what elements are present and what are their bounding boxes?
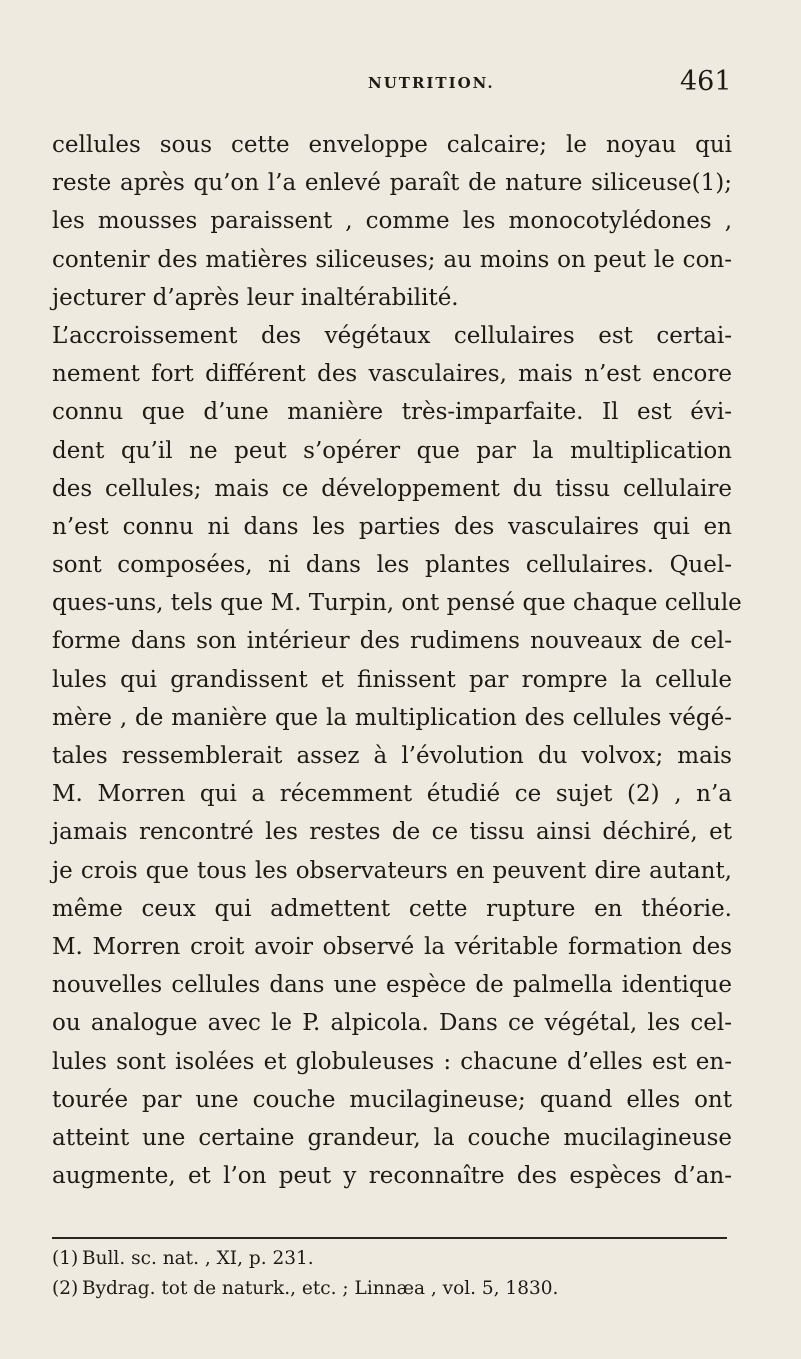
text-line: tourée par une couche mucilagineuse; quand elles ont — [52, 1086, 732, 1113]
footnote — [52, 1244, 752, 1274]
text-line: tales ressemblerait assez à l’évolution du volvox; mais — [52, 743, 732, 769]
text-line: même ceux qui admettent cette rupture en théorie. — [52, 895, 732, 922]
text-line: M. Morren qui a récemment étudié ce sujet (2) , n’a — [52, 781, 732, 808]
text-line: les mousses paraissent , comme les monocotylédones , — [52, 208, 732, 235]
text-line: lules qui grandissent et finissent par rompre la cellule — [52, 666, 732, 693]
footnote-marker: (2) — [52, 1278, 79, 1299]
text-line: L’accroissement des végétaux cellulaires est certai- — [52, 322, 732, 349]
text-line: cellules sous cette enveloppe calcaire; le noyau qui — [52, 132, 732, 158]
text-line: augmente, et l’on peut y reconnaître des espèces d’an- — [52, 1163, 732, 1190]
text-line: reste après qu’on l’a enlevé paraît de nature siliceuse(1); — [52, 170, 732, 197]
text-line: dent qu’il ne peut s’opérer que par la multiplication — [52, 437, 732, 464]
text-line: connu que d’une manière très-imparfaite. Il est évi- — [52, 399, 732, 426]
text-line: M. Morren croit avoir observé la véritable formation des — [52, 933, 732, 960]
text-line: atteint une certaine grandeur, la couche mucilagineuse — [52, 1124, 732, 1151]
footnote — [52, 1274, 752, 1304]
page-header — [0, 66, 801, 106]
footnotes — [52, 1244, 752, 1304]
text-line: contenir des matières siliceuses; au moins on peut le con- — [52, 246, 732, 273]
text-line: sont composées, ni dans les plantes cellulaires. Quel- — [52, 552, 732, 579]
text-line: nement fort différent des vasculaires, mais n’est encore — [52, 361, 732, 388]
running-head: NUTRITION. — [368, 74, 495, 92]
text-line: forme dans son intérieur des rudimens nouveaux de cel- — [52, 628, 732, 655]
footnote-text: Bydrag. tot de naturk., etc. ; Linnæa , vol. 5, 1830. — [82, 1278, 559, 1299]
text-line: lules sont isolées et globuleuses : chacune d’elles est en- — [52, 1048, 732, 1075]
body-text — [52, 126, 742, 1195]
text-line: n’est connu ni dans les parties des vasculaires qui en — [52, 513, 732, 540]
text-line: ou analogue avec le P. alpicola. Dans ce végétal, les cel- — [52, 1010, 732, 1037]
text-line: jamais rencontré les restes de ce tissu ainsi déchiré, et — [52, 819, 732, 846]
text-line: nouvelles cellules dans une espèce de palmella identique — [52, 972, 732, 999]
text-line: jecturer d’après leur inaltérabilité. — [52, 284, 459, 311]
text-line: mère , de manière que la multiplication des cellules végé- — [52, 704, 732, 731]
text-line: ques-uns, tels que M. Turpin, ont pensé que chaque cellule — [52, 590, 742, 617]
text-line: je crois que tous les observateurs en peuvent dire autant, — [52, 857, 732, 884]
footnote-marker: (1) — [52, 1248, 79, 1269]
page-number: 461 — [680, 66, 732, 97]
footnote-rule — [52, 1237, 727, 1239]
text-line: des cellules; mais ce développement du tissu cellulaire — [52, 475, 732, 502]
footnote-text: Bull. sc. nat. , XI, p. 231. — [82, 1248, 314, 1269]
